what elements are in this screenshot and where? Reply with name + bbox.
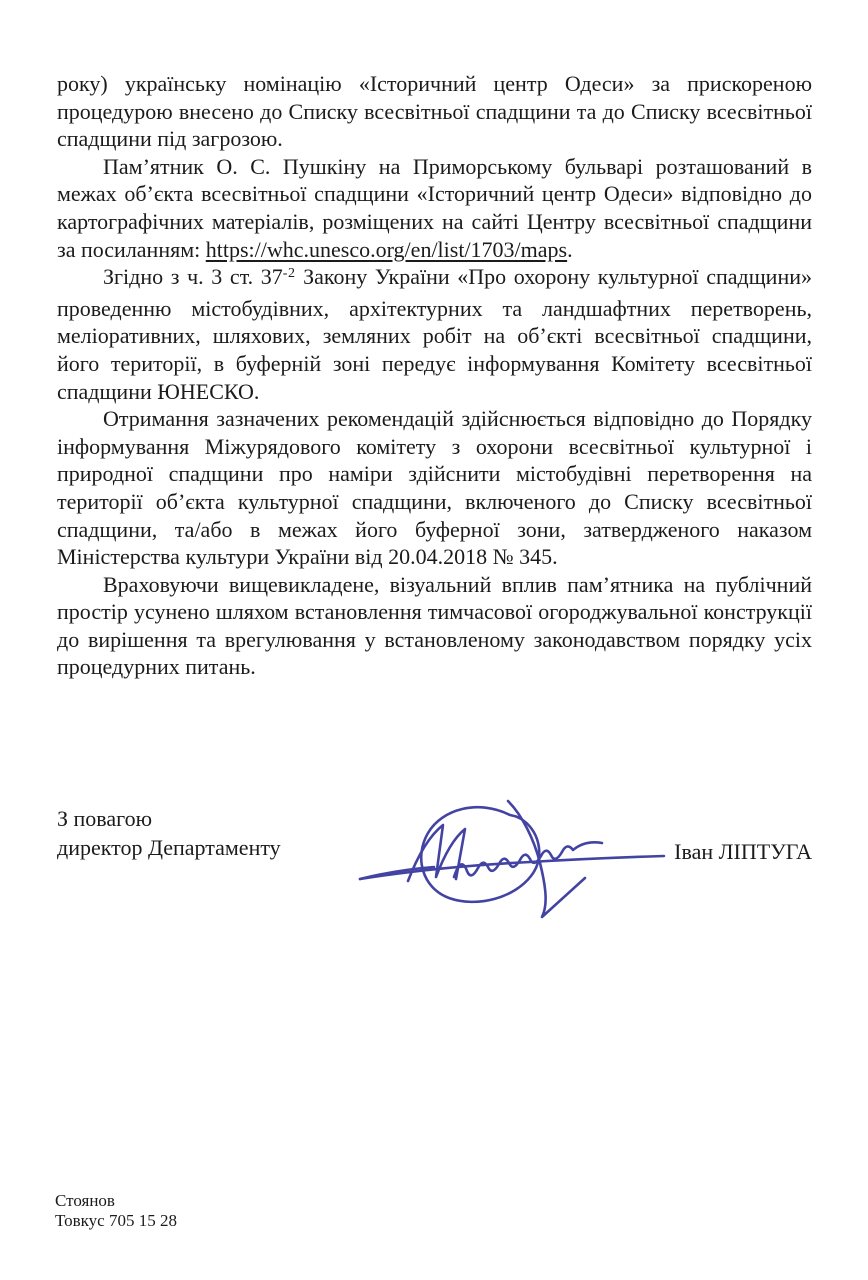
signer-title: директор Департаменту bbox=[57, 835, 281, 860]
executor-block bbox=[55, 1191, 177, 1230]
paragraph bbox=[57, 153, 812, 263]
paragraph-text: . bbox=[567, 236, 573, 262]
paragraph-text: Пам’ятник О. С. Пушкіну на Приморському бульварі розташований в межах об’єкта всесвітньої спадщини «Історичний центр Одеси» відповідно до картографічних матеріалів, розміщених на сайті Центру всесвітньої спадщини за посиланням: bbox=[57, 153, 812, 262]
unesco-maps-link: https://whc.unesco.org/en/list/1703/maps bbox=[205, 236, 568, 262]
signer-name: Іван ЛІПТУГА bbox=[674, 839, 812, 864]
closing-block bbox=[57, 804, 281, 862]
letter-body bbox=[57, 70, 812, 681]
paragraph-text: Отримання зазначених рекомендацій здійснюється відповідно до Порядку інформування Міжурядового комітету з охорони всесвітньої культурної і природної спадщини про наміри здійснити містобудівні перетворення на території об’єкта культурної спадщини, включеного до Списку всесвітньої спадщини, та/або в межах його буферної зони, затвердженого наказом Міністерства культури України від 20.04.2018 № 345. bbox=[57, 406, 812, 570]
executor-name: Стоянов bbox=[55, 1191, 115, 1210]
paragraph bbox=[57, 70, 812, 153]
executor-contact: Товкус 705 15 28 bbox=[55, 1210, 177, 1230]
paragraph-text: Закону України «Про охорону культурної спадщини» проведенню містобудівних, архітектурних та ландшафтних перетворень, меліоративних, шляхових, земляних робіт на об’єкті всесвітньої спадщини, його території, в буферній зоні передує інформування Комітету всесвітньої спадщини ЮНЕСКО. bbox=[57, 264, 812, 404]
superscript-text: -2 bbox=[282, 266, 296, 282]
paragraph bbox=[57, 405, 812, 571]
paragraph-text: Згідно з ч. 3 ст. 37 bbox=[103, 264, 283, 290]
paragraph-text: року) українську номінацію «Історичний центр Одеси» за прискореною процедурою внесено до Списку всесвітньої спадщини та до Списку всесвітньої спадщини під загрозою. bbox=[57, 71, 812, 152]
paragraph bbox=[57, 263, 812, 405]
paragraph bbox=[57, 571, 812, 681]
closing-salutation: З повагою bbox=[57, 806, 153, 831]
signature-image bbox=[350, 793, 670, 928]
paragraph-text: Враховуючи вищевикладене, візуальний вплив пам’ятника на публічний простір усунено шляхом встановлення тимчасової огороджувальної конструкції до вирішення та врегулювання у встановленому законодавством порядку усіх процедурних питань. bbox=[57, 571, 812, 680]
